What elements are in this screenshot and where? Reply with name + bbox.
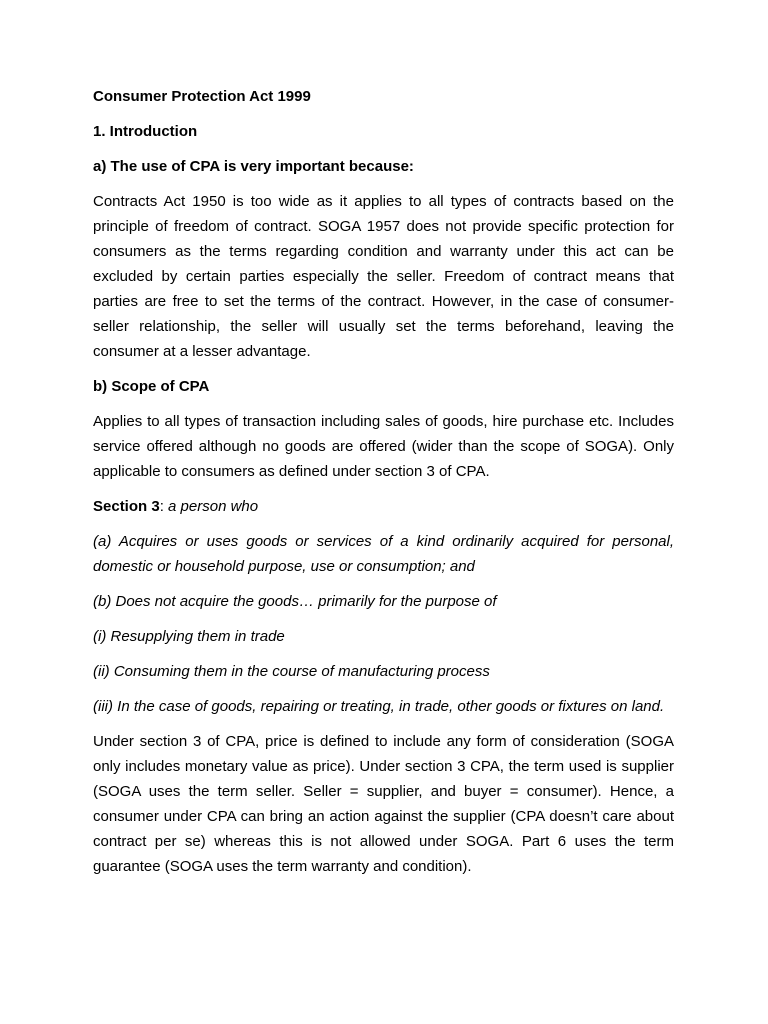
definition-item-ii: (ii) Consuming them in the course of manufacturing process: [93, 663, 490, 680]
section-3-label: Section 3: [93, 498, 160, 515]
section-3-definition: [93, 494, 674, 519]
definition-item-i: (i) Resupplying them in trade: [93, 628, 285, 645]
paragraph-scope-of-cpa: Applies to all types of transaction including sales of goods, hire purchase etc. Includes service offered although no goods are offered (wider than the scope of SOGA). Only applicable to consumers as defined under section 3 of CPA.: [93, 413, 674, 480]
subheading-scope-of-cpa: b) Scope of CPA: [93, 378, 210, 395]
definition-item-iii: (iii) In the case of goods, repairing or treating, in trade, other goods or fixtures on land.: [93, 698, 665, 715]
paragraph-price-and-supplier: Under section 3 of CPA, price is defined to include any form of consideration (SOGA only includes monetary value as price). Under section 3 CPA, the term used is supplier (SOGA uses the term seller. Seller = supplier, and buyer = consumer). Hence, a consumer under CPA can bring an action against the supplier (CPA doesn’t care about contract per se) whereas this is not allowed under SOGA. Part 6 uses the term guarantee (SOGA uses the term warranty and condition).: [93, 733, 674, 875]
section-3-separator: :: [159, 498, 169, 515]
subheading-use-of-cpa: a) The use of CPA is very important because:: [93, 158, 414, 175]
paragraph-use-of-cpa: Contracts Act 1950 is too wide as it applies to all types of contracts based on the principle of freedom of contract. SOGA 1957 does not provide specific protection for consumers as the terms regarding condition and warranty under this act can be excluded by certain parties especially the seller. Freedom of contract means that parties are free to set the terms of the contract. However, in the case of consumer-seller relationship, the seller will usually set the terms beforehand, leaving the consumer at a lesser advantage.: [93, 193, 674, 360]
definition-item-a: (a) Acquires or uses goods or services of a kind ordinarily acquired for personal, domestic or household purpose, use or consumption; and: [93, 533, 674, 575]
document-title: Consumer Protection Act 1999: [93, 88, 311, 105]
section-heading-introduction: 1. Introduction: [93, 123, 198, 140]
section-3-text: a person who: [168, 498, 259, 515]
definition-item-b: (b) Does not acquire the goods… primarily for the purpose of: [93, 593, 497, 610]
